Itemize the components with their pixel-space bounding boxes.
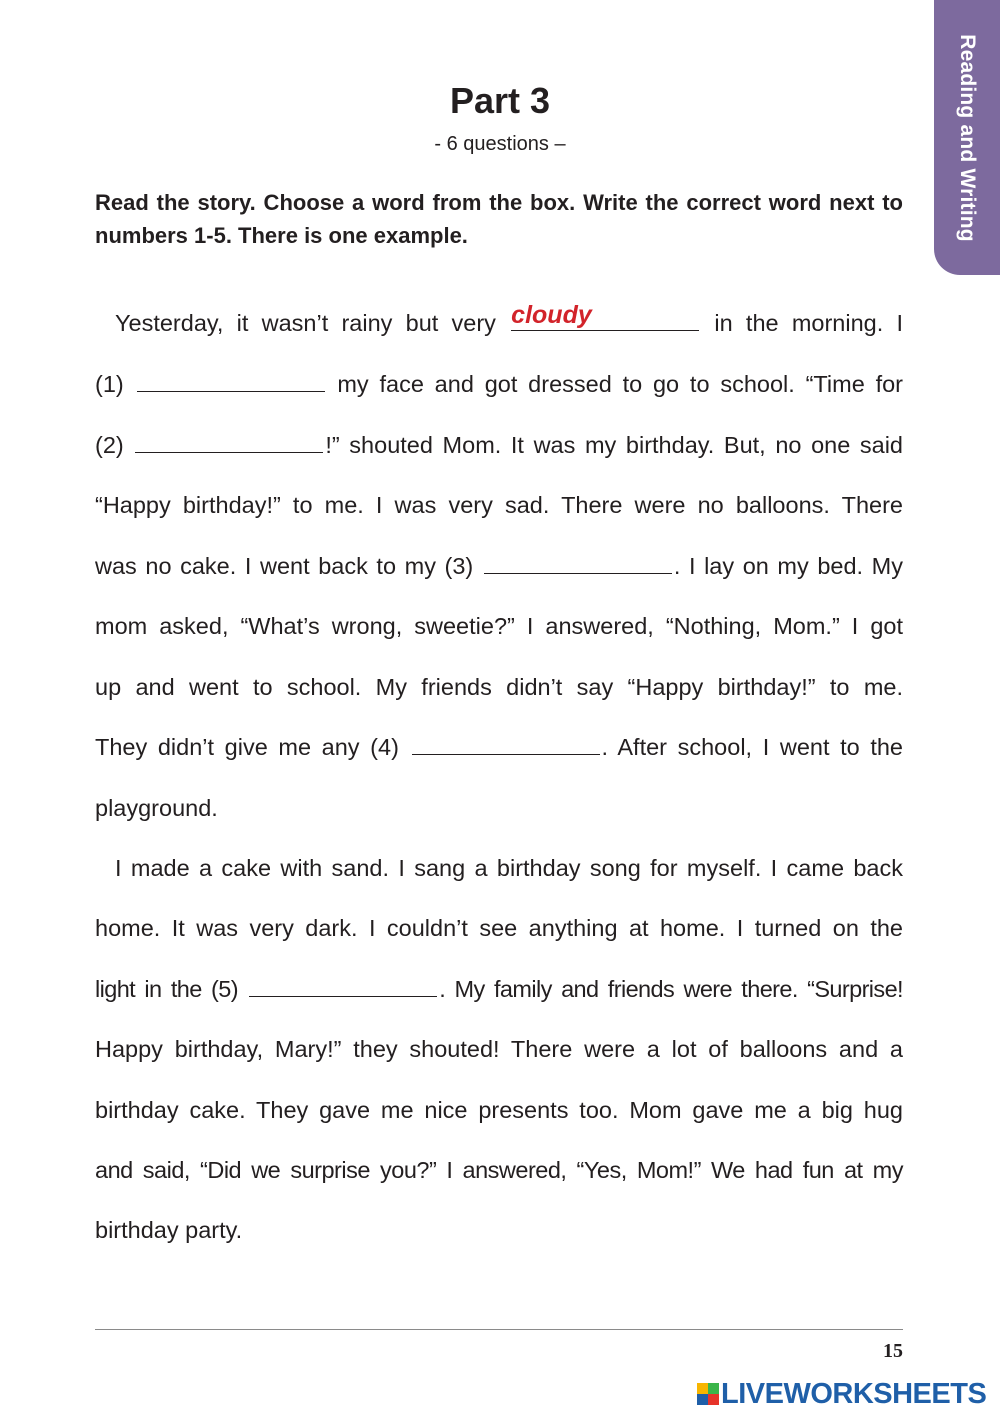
story-text: was no cake. I went back to my (3) [95, 553, 482, 579]
story-text: . After school, I went to the [601, 734, 903, 760]
liveworksheets-icon [697, 1383, 719, 1405]
story-line: and said, “Did we surprise you?” I answered, “Yes, Mom!” We had fun at my [95, 1157, 903, 1183]
story-text: my face and got dressed to go to school. “Time for [326, 371, 903, 397]
story-text: light in the (5) [95, 976, 248, 1002]
story-line: birthday cake. They gave me nice presents too. Mom gave me a big hug [95, 1097, 903, 1123]
story-line [115, 303, 903, 343]
story-text: Yesterday, it wasn’t rainy but very [115, 310, 496, 336]
story-line: I made a cake with sand. I sang a birthday song for myself. I came back [115, 855, 903, 881]
story-line: birthday party. [95, 1217, 243, 1243]
story-line: home. It was very dark. I couldn’t see anything at home. I turned on the [95, 915, 903, 941]
story-text: They didn’t give me any (4) [95, 734, 410, 760]
answer-blank-2[interactable] [135, 427, 323, 453]
story-text: (2) [95, 432, 134, 458]
example-answer: cloudy [511, 301, 592, 329]
story-line [95, 425, 903, 465]
section-tab-label: Reading and Writing [956, 34, 979, 242]
story-text: . My family and friends were there. “Surprise! [439, 976, 903, 1002]
answer-blank-1[interactable] [137, 366, 325, 392]
story-line: Happy birthday, Mary!” they shouted! There were a lot of balloons and a [95, 1036, 903, 1062]
answer-blank-5[interactable] [249, 971, 437, 997]
story-text: . I lay on my bed. My [673, 553, 903, 579]
story-text: (1) [95, 371, 135, 397]
footer-divider [95, 1329, 903, 1330]
story-line: mom asked, “What’s wrong, sweetie?” I answered, “Nothing, Mom.” I got [95, 613, 903, 639]
story-line: up and went to school. My friends didn’t say “Happy birthday!” to me. [95, 674, 903, 700]
page-number: 15 [883, 1340, 903, 1362]
page-subtitle: - 6 questions – [434, 133, 566, 155]
page-title: Part 3 [449, 80, 551, 121]
story-line [95, 364, 903, 404]
story-line [95, 727, 903, 767]
brand-name: LIVEWORKSHEETS [721, 1377, 987, 1410]
story-line [95, 969, 903, 1009]
brand-logo [697, 1378, 986, 1410]
story-line: “Happy birthday!” to me. I was very sad. There were no balloons. There [95, 492, 903, 518]
story-line: playground. [95, 795, 218, 821]
instructions: Read the story. Choose a word from the box. Write the correct word next to numbers 1-5. There is one example. [95, 190, 903, 248]
example-blank [511, 301, 699, 331]
answer-blank-4[interactable] [412, 729, 600, 755]
story-text: in the morning. I [714, 310, 904, 336]
story-text: !” shouted Mom. It was my birthday. But, no one said [325, 432, 903, 458]
answer-blank-3[interactable] [484, 548, 672, 574]
story-line [95, 546, 903, 586]
